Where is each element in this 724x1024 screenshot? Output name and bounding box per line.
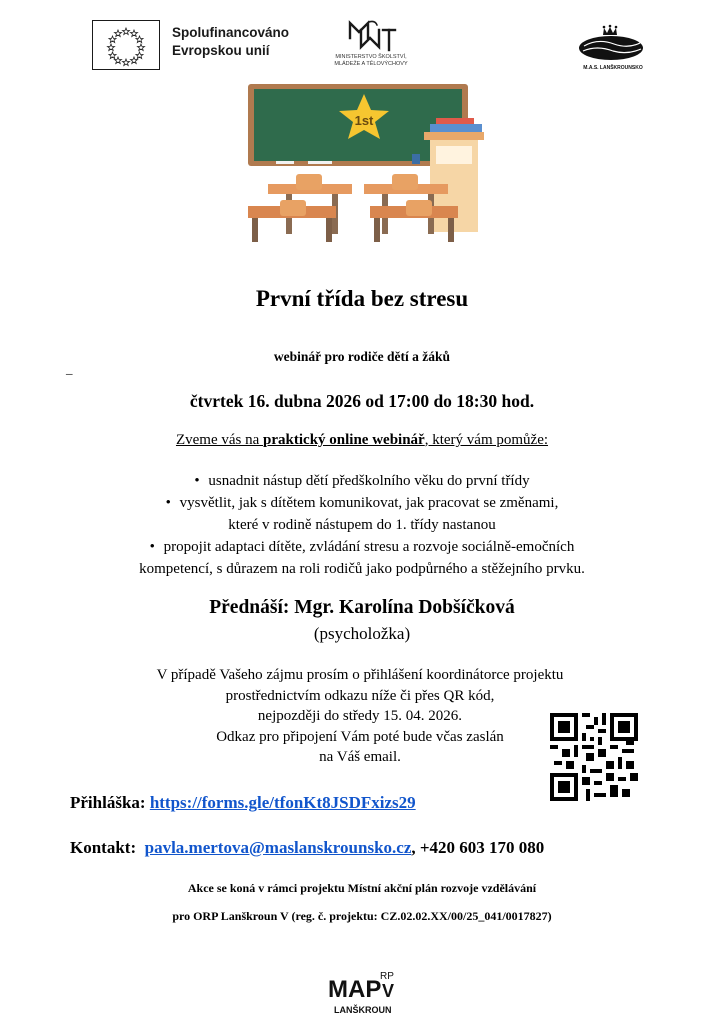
event-title: První třída bez stresu [255,286,469,311]
classroom-illustration [246,84,496,249]
registration-link[interactable]: https://forms.gle/tfonKt8JSDFxizs29 [149,793,416,812]
registration-note: V případě Vašeho zájmu prosím o přihlášení koordinátorce projektu prostřednictvím odkazu níže či přes QR kód, nejpozději do středy 15. 04. 2026. Odkaz pro připojení Vám poté bude včas zaslán na Váš email. [156,667,564,765]
star-badge: 1st [354,113,374,128]
lecturer: Přednáší: Mgr. Karolína Dobšíčková [209,597,515,618]
stray-dash: _ [66,361,73,376]
list-item-continuation: kompetencí, s důrazem na roli rodičů jako podpůrného a stěžejního prvku. [139,561,585,577]
list-item: • usnadnit nástup dětí předškolního věku do první třídy [0,470,724,492]
list-item-continuation: které v rodině nástupem do 1. třídy nastanou [228,517,496,533]
crown-logo-icon [575,22,651,74]
event-date: čtvrtek 16. dubna 2026 od 17:00 do 18:30 hod. [189,391,535,411]
mas-lanskrounsko-logo [575,22,651,79]
contact-email-link[interactable]: pavla.mertova@maslanskrounsko.cz [144,838,412,857]
invite-line [0,432,724,449]
eu-stars-icon [93,21,159,69]
map-logo-rp: RP [380,971,394,982]
registration-label: Přihláška: [70,793,146,812]
contact-phone: , +420 603 170 080 [411,838,545,857]
map-logo-text: MAP [328,976,382,1003]
map-logo-place: LANŠKROUN [334,1005,392,1015]
eu-flag-logo [92,20,160,70]
qr-code[interactable] [550,713,638,801]
bullet-icon: • [149,539,155,555]
project-footer-line2: pro ORP Lanškroun V (reg. č. projektu: CZ.02.02.XX/00/25_041/0017827) [172,909,552,923]
benefit-list [0,470,724,580]
invite-pre: Zveme vás na [175,432,264,448]
event-subtitle: webinář pro rodiče dětí a žáků [273,349,451,364]
invite-post: , který vám pomůže: [424,432,549,448]
bullet-icon: • [194,473,200,489]
msmt-monogram-icon [347,20,397,54]
msmt-caption: MINISTERSTVO ŠKOLSTVÍ, MLÁDEŽE A TĚLOVÝCHOVY [334,54,408,67]
list-item: • vysvětlit, jak s dítětem komunikovat, jak pracovat se změnami, [0,492,724,514]
contact-label: Kontakt: [70,838,137,857]
mas-caption: M.A.S. LANŠKROUNSKO [583,65,643,71]
map-lanskroun-logo [326,963,402,1022]
invite-bold: praktický online webinář [263,432,425,448]
contact-line [70,838,544,858]
registration-line [70,793,416,813]
lecturer-role: (psycholožka) [313,624,411,643]
eu-cofinancing-text: Spolufinancováno Evropskou unií [172,25,290,58]
list-item: • propojit adaptaci dítěte, zvládání stresu a rozvoje sociálně-emočních [0,536,724,558]
map-logo-v: V [382,981,395,1001]
bullet-icon: • [165,495,171,511]
project-footer-line1: Akce se koná v rámci projektu Místní akční plán rozvoje vzdělávání [187,881,537,895]
